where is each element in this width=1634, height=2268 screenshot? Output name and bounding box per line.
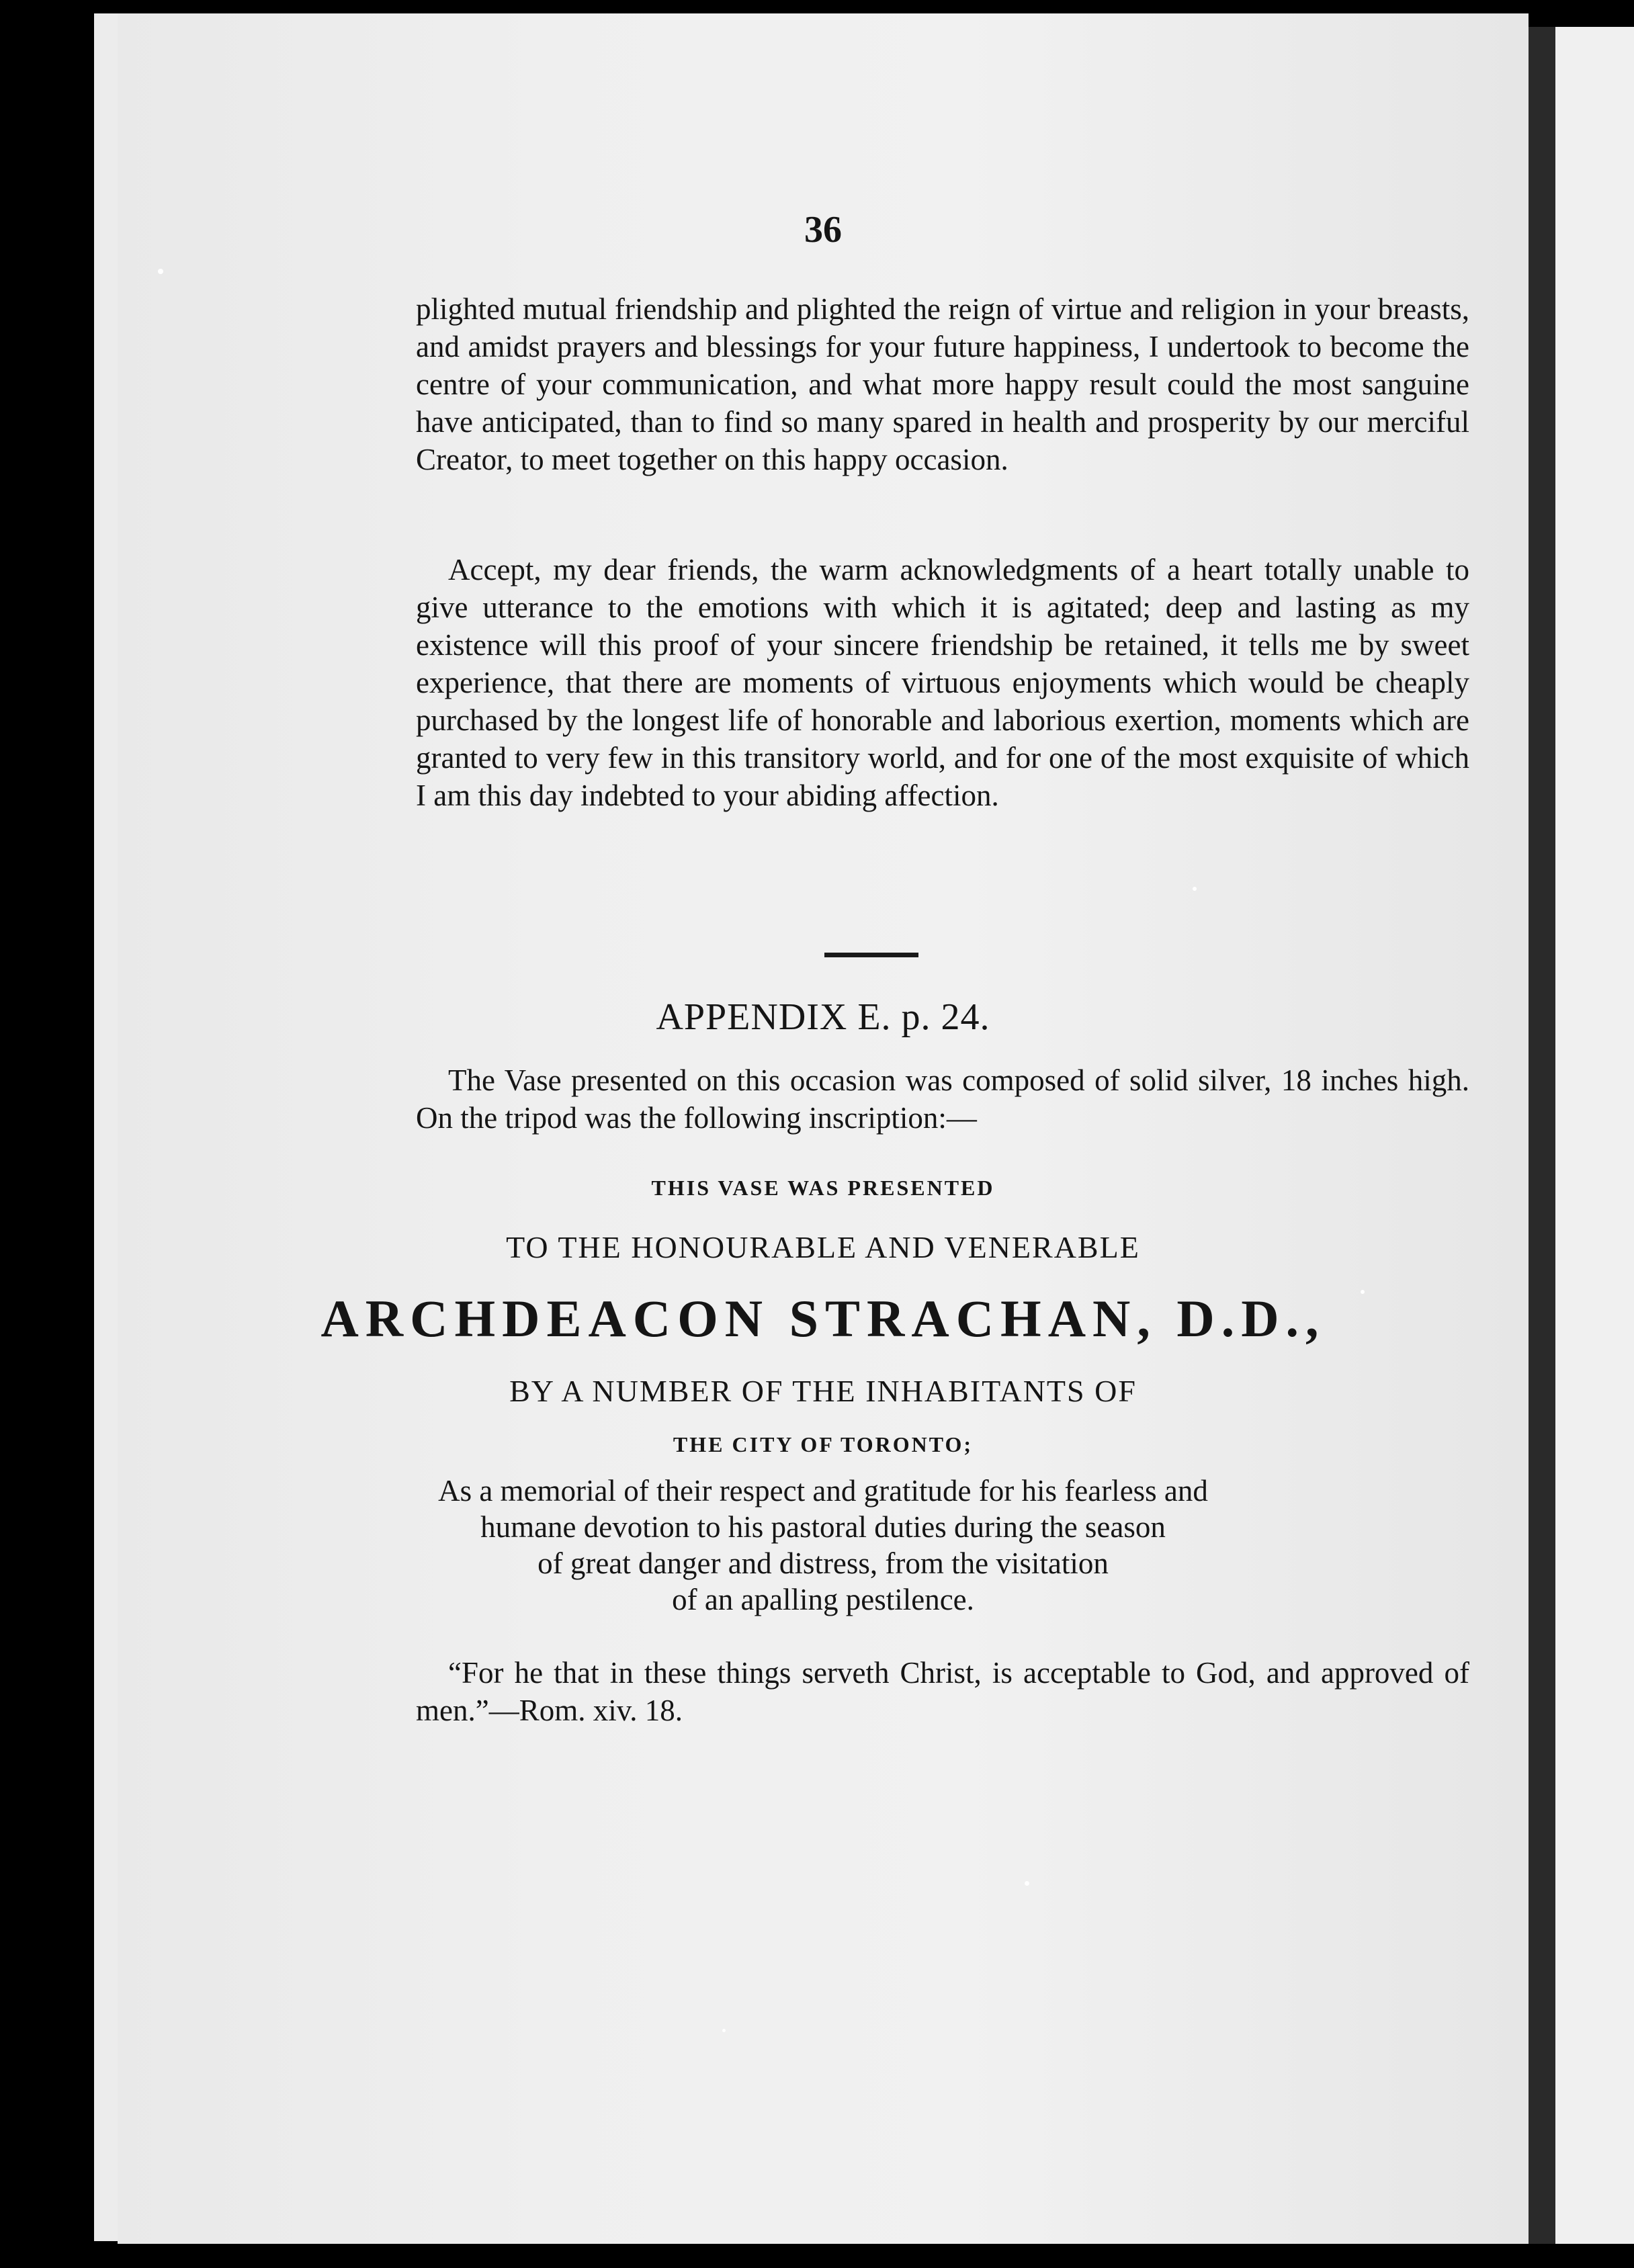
inscription-line: THE CITY OF TORONTO; <box>673 1432 974 1456</box>
scan-speck <box>1025 1881 1029 1886</box>
intro-text: The Vase presented on this occasion was composed of solid silver, 18 inches high. On the tripod was the following inscription:— <box>416 1063 1469 1135</box>
memorial-line: humane devotion to his pastoral duties during the season <box>480 1510 1166 1544</box>
scan-speck <box>722 2029 726 2032</box>
quote-text: “For he that in these things serveth Christ, is acceptable to God, and approved of men.”—Rom. xiv. 18. <box>416 1656 1469 1727</box>
scripture-quote <box>416 1654 1469 1729</box>
inscription-name: ARCHDEACON STRACHAN, D.D., <box>320 1289 1326 1348</box>
inscription-line: THIS VASE WAS PRESENTED <box>651 1176 995 1200</box>
appendix-title: APPENDIX E. p. 24. <box>656 996 990 1038</box>
scan-speck <box>1193 887 1197 891</box>
body-paragraph <box>416 551 1469 814</box>
inscription-line: TO THE HONOURABLE AND VENERABLE <box>506 1230 1140 1264</box>
memorial-line: of an apalling pestilence. <box>672 1583 974 1616</box>
section-divider <box>824 953 918 957</box>
book-gutter <box>1529 27 1555 2244</box>
scan-speck <box>158 269 163 274</box>
inscription-line: BY A NUMBER OF THE INHABITANTS OF <box>509 1374 1137 1408</box>
paragraph-text: Accept, my dear friends, the warm acknowledgments of a heart totally unable to give utterance to the emotions with which it is agitated; deep and lasting as my existence will this proof of your sincere friendship be retained, it tells me by sweet experience, that there are moments of virtuous enjoyments which would be cheaply purchased by the longest life of honorable and laborious exertion, moments which are granted to very few in this transitory world, and for one of the most exquisite of which I am this day indebted to your abiding affection. <box>416 553 1469 812</box>
scan-border <box>0 2244 1634 2268</box>
facing-page-edge <box>1555 27 1634 2268</box>
page-number: 36 <box>804 209 842 251</box>
paragraph-text: plighted mutual friendship and plighted the reign of virtue and religion in your breasts, and amidst prayers and blessings for your future happiness, I undertook to become the centre of your communication, and what more happy result could the most sanguine have anticipated, than to find so many spared in health and prosperity by our merciful Creator, to meet together on this happy occasion. <box>416 292 1469 476</box>
inscription-memorial <box>118 1473 1529 1618</box>
memorial-line: As a memorial of their respect and gratitude for his fearless and <box>438 1474 1208 1508</box>
memorial-line: of great danger and distress, from the visitation <box>538 1546 1109 1580</box>
body-paragraph <box>416 290 1469 478</box>
appendix-intro <box>416 1061 1469 1137</box>
scan-speck <box>1361 1290 1365 1294</box>
page <box>118 13 1529 2251</box>
